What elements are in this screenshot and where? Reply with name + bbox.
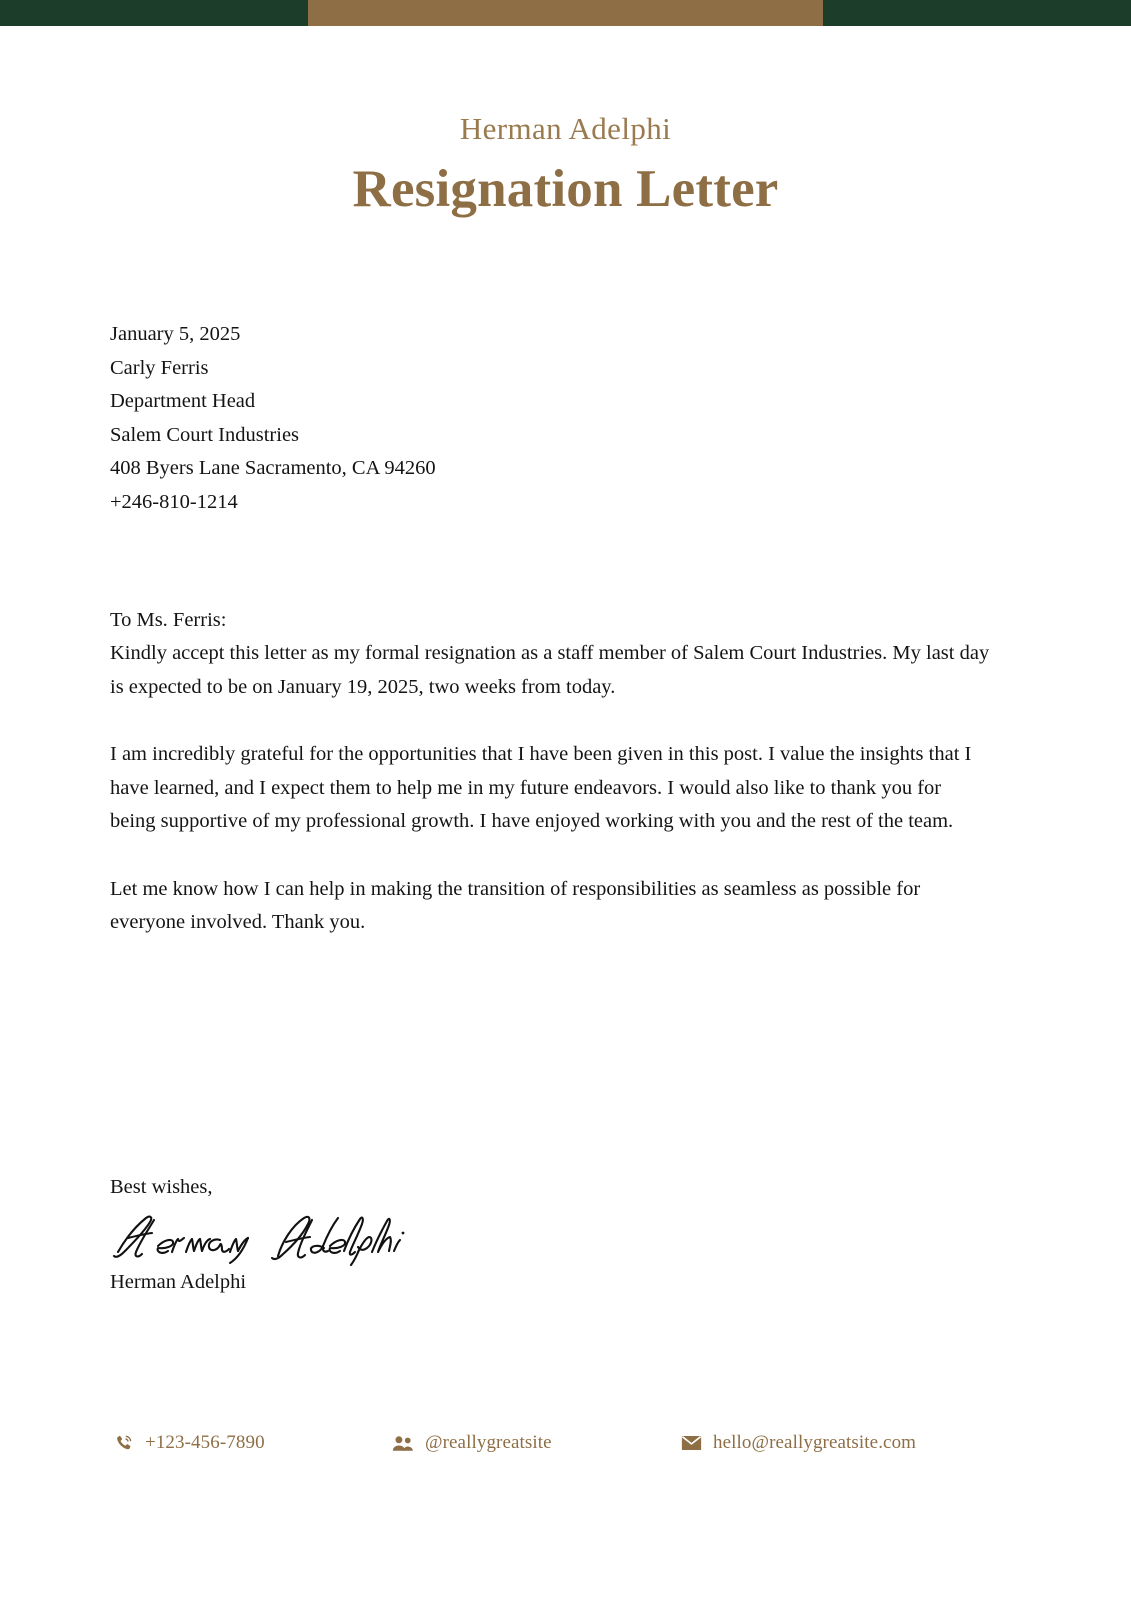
footer-item-social bbox=[390, 1432, 678, 1454]
footer-phone-text: +123-456-7890 bbox=[145, 1432, 265, 1453]
recipient-phone: +246-810-1214 bbox=[110, 490, 238, 513]
envelope-icon bbox=[678, 1432, 704, 1454]
recipient-name: Carly Ferris bbox=[110, 356, 209, 379]
footer-social-text: @reallygreatsite bbox=[425, 1432, 552, 1453]
phone-icon bbox=[110, 1432, 136, 1454]
sender-name: Herman Adelphi bbox=[459, 111, 672, 146]
letter-body bbox=[110, 318, 990, 960]
body-paragraph-3: Let me know how I can help in making the transition of responsibilities as seamless as possible for everyone involved. Thank you. bbox=[110, 877, 921, 933]
footer-item-phone bbox=[110, 1432, 390, 1454]
footer-contact-bar bbox=[110, 1432, 1000, 1454]
top-decorative-bar bbox=[0, 0, 1131, 26]
recipient-street-address: 408 Byers Lane Sacramento, CA 94260 bbox=[110, 457, 436, 479]
signoff-block bbox=[110, 1172, 710, 1296]
recipient-company: Salem Court Industries bbox=[110, 423, 300, 446]
signature-image bbox=[110, 1208, 710, 1266]
body-paragraph-1: Kindly accept this letter as my formal resignation as a staff member of Salem Court Industries. My last day is expected to be on January 19, 2025, two weeks from today. bbox=[110, 642, 990, 698]
topbar-segment-green-left bbox=[0, 0, 308, 26]
topbar-segment-green-right bbox=[823, 0, 1131, 26]
page-title: Resignation Letter bbox=[352, 160, 779, 219]
salutation: To Ms. Ferris: bbox=[110, 609, 227, 631]
footer-item-email bbox=[678, 1432, 1000, 1454]
printed-signer-name: Herman Adelphi bbox=[110, 1271, 247, 1293]
letter-header bbox=[0, 112, 1131, 220]
closing-line: Best wishes, bbox=[110, 1176, 213, 1198]
letter-date: January 5, 2025 bbox=[110, 323, 241, 345]
address-block bbox=[110, 318, 990, 519]
footer-email-text: hello@reallygreatsite.com bbox=[713, 1432, 917, 1453]
body-paragraph-2: I am incredibly grateful for the opportunities that I have been given in this post. I value the insights that I have learned, and I expect them to help me in my future endeavors. I would also like to thank you for being supportive of my professional growth. I have enjoyed working with you and the rest of the team. bbox=[110, 743, 972, 832]
people-icon bbox=[390, 1432, 416, 1454]
topbar-segment-gold-center bbox=[308, 0, 823, 26]
recipient-title: Department Head bbox=[110, 390, 256, 412]
